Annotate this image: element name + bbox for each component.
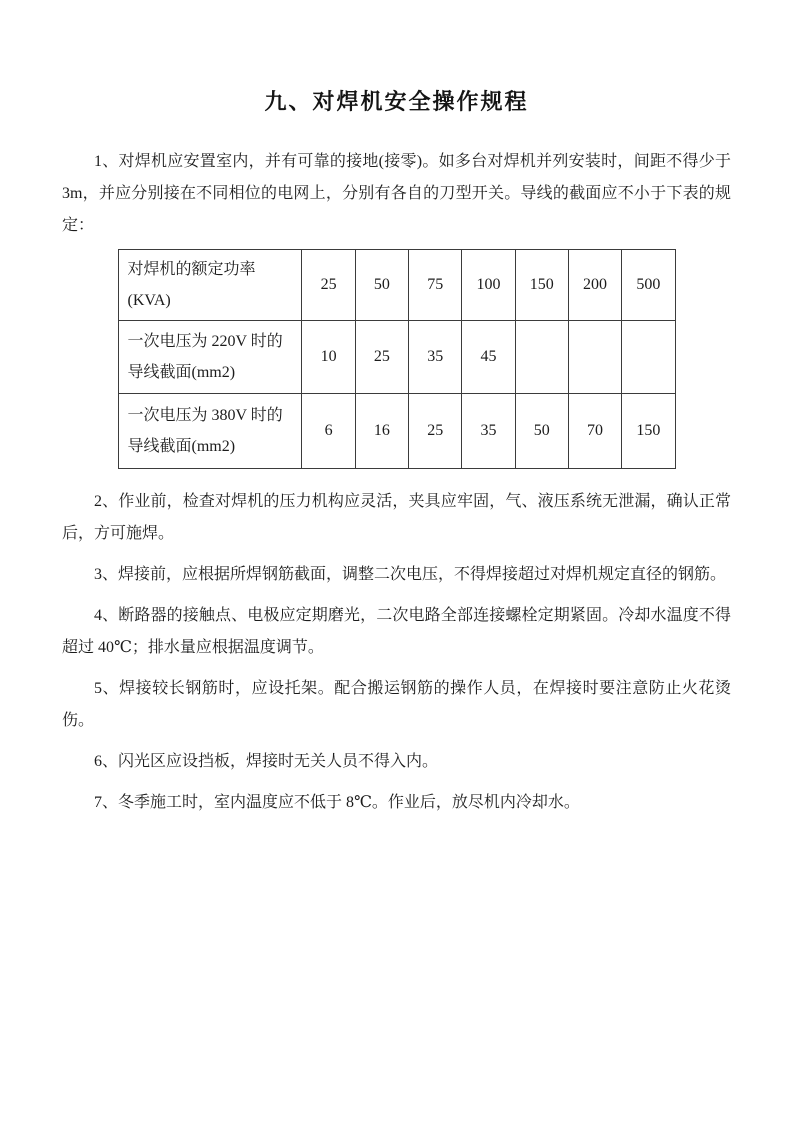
- table-cell: 50: [515, 394, 568, 469]
- table-cell: 10: [302, 321, 355, 394]
- table-cell: 35: [409, 321, 462, 394]
- table-cell: 500: [622, 250, 675, 321]
- table-cell: 150: [622, 394, 675, 469]
- table-cell: 75: [409, 250, 462, 321]
- table-cell: 25: [355, 321, 408, 394]
- table-cell: 25: [409, 394, 462, 469]
- row-label-rated-power: 对焊机的额定功率(KVA): [118, 250, 302, 321]
- table-cell: 25: [302, 250, 355, 321]
- table-row-380v: [118, 394, 675, 469]
- row-label-220v: 一次电压为 220V 时的导线截面(mm2): [118, 321, 302, 394]
- table-cell: 100: [462, 250, 515, 321]
- row-label-380v: 一次电压为 380V 时的导线截面(mm2): [118, 394, 302, 469]
- table-cell: 16: [355, 394, 408, 469]
- paragraph-1: 1、对焊机应安置室内，并有可靠的接地(接零)。如多台对焊机并列安装时，间距不得少于 3m，并应分别接在不同相位的电网上，分别有各自的刀型开关。导线的截面应不小于下表的规定：: [62, 153, 731, 234]
- table-cell: [568, 321, 621, 394]
- table-cell: 45: [462, 321, 515, 394]
- wire-section-table: [118, 249, 676, 469]
- table-row-220v: [118, 321, 675, 394]
- table-cell: 50: [355, 250, 408, 321]
- table-cell: [515, 321, 568, 394]
- table-cell: 6: [302, 394, 355, 469]
- table-cell: 200: [568, 250, 621, 321]
- table-cell: 35: [462, 394, 515, 469]
- table-cell: [622, 321, 675, 394]
- table-row-rated-power: [118, 250, 675, 321]
- table-cell: 150: [515, 250, 568, 321]
- paragraph-6: 6、闪光区应设挡板，焊接时无关人员不得入内。: [94, 753, 439, 770]
- page-title: 九、对焊机安全操作规程: [264, 89, 529, 114]
- wire-section-table-body: [118, 250, 675, 469]
- paragraph-5: 5、焊接较长钢筋时，应设托架。配合搬运钢筋的操作人员，在焊接时要注意防止火花烫伤。: [62, 680, 731, 729]
- paragraph-4: 4、断路器的接触点、电极应定期磨光，二次电路全部连接螺栓定期紧固。冷却水温度不得超过 40℃；排水量应根据温度调节。: [62, 607, 731, 656]
- table-cell: 70: [568, 394, 621, 469]
- paragraph-7: 7、冬季施工时，室内温度应不低于 8℃。作业后，放尽机内冷却水。: [94, 794, 580, 811]
- paragraph-2: 2、作业前，检查对焊机的压力机构应灵活，夹具应牢固，气、液压系统无泄漏，确认正常后，方可施焊。: [62, 493, 731, 542]
- paragraph-3: 3、焊接前，应根据所焊钢筋截面，调整二次电压，不得焊接超过对焊机规定直径的钢筋。: [94, 566, 727, 583]
